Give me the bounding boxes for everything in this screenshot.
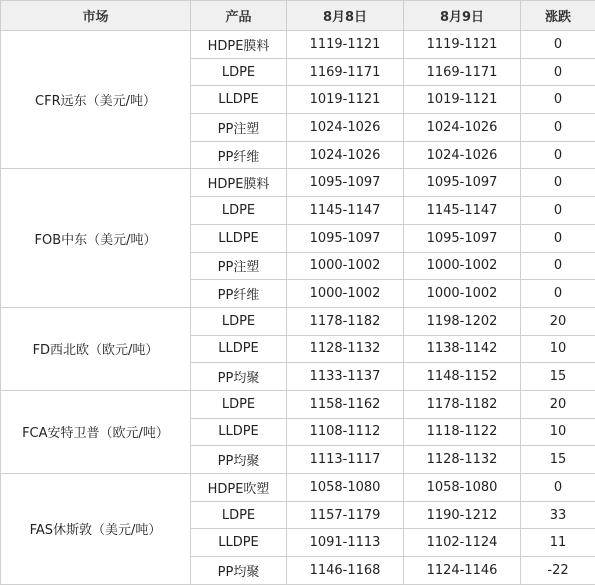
change-cell: 15 [521, 446, 595, 474]
aug9-price-cell: 1102-1124 [404, 529, 521, 557]
change-cell: 0 [521, 86, 595, 114]
header-product: 产品 [191, 1, 287, 31]
aug8-price-cell: 1158-1162 [287, 390, 404, 418]
change-cell: 0 [521, 114, 595, 142]
aug9-price-cell: 1000-1002 [404, 280, 521, 308]
product-cell: LDPE [191, 501, 287, 529]
table-row [1, 474, 595, 502]
aug9-price-cell: 1000-1002 [404, 252, 521, 280]
aug9-price-cell: 1138-1142 [404, 335, 521, 363]
change-cell: 15 [521, 363, 595, 391]
product-cell: LLDPE [191, 529, 287, 557]
aug9-price-cell: 1128-1132 [404, 446, 521, 474]
product-cell: LLDPE [191, 224, 287, 252]
aug9-price-cell: 1198-1202 [404, 307, 521, 335]
aug9-price-cell: 1024-1026 [404, 141, 521, 169]
table-header [1, 1, 595, 31]
aug8-price-cell: 1091-1113 [287, 529, 404, 557]
table-body [1, 31, 595, 585]
product-cell: HDPE吹塑 [191, 474, 287, 502]
change-cell: 0 [521, 280, 595, 308]
change-cell: 0 [521, 31, 595, 59]
product-cell: LDPE [191, 197, 287, 225]
change-cell: 10 [521, 418, 595, 446]
market-cell: FOB中东（美元/吨） [1, 169, 191, 307]
table-row [1, 31, 595, 59]
table-row [1, 390, 595, 418]
aug8-price-cell: 1157-1179 [287, 501, 404, 529]
change-cell: 0 [521, 141, 595, 169]
aug9-price-cell: 1169-1171 [404, 58, 521, 86]
aug9-price-cell: 1190-1212 [404, 501, 521, 529]
aug8-price-cell: 1000-1002 [287, 280, 404, 308]
change-cell: 0 [521, 474, 595, 502]
change-cell: 20 [521, 307, 595, 335]
aug8-price-cell: 1108-1112 [287, 418, 404, 446]
product-cell: PP均聚 [191, 446, 287, 474]
product-cell: LLDPE [191, 335, 287, 363]
aug8-price-cell: 1113-1117 [287, 446, 404, 474]
aug9-price-cell: 1178-1182 [404, 390, 521, 418]
change-cell: 0 [521, 197, 595, 225]
product-cell: PP纤维 [191, 141, 287, 169]
product-cell: LLDPE [191, 86, 287, 114]
aug8-price-cell: 1169-1171 [287, 58, 404, 86]
aug9-price-cell: 1024-1026 [404, 114, 521, 142]
product-cell: LDPE [191, 58, 287, 86]
header-row [1, 1, 595, 31]
market-cell: FD西北欧（欧元/吨） [1, 307, 191, 390]
market-cell: FCA安特卫普（欧元/吨） [1, 390, 191, 473]
aug8-price-cell: 1119-1121 [287, 31, 404, 59]
aug9-price-cell: 1119-1121 [404, 31, 521, 59]
aug9-price-cell: 1095-1097 [404, 224, 521, 252]
aug9-price-cell: 1058-1080 [404, 474, 521, 502]
product-cell: LLDPE [191, 418, 287, 446]
aug9-price-cell: 1019-1121 [404, 86, 521, 114]
aug9-price-cell: 1118-1122 [404, 418, 521, 446]
header-market: 市场 [1, 1, 191, 31]
market-cell: FAS休斯敦（美元/吨） [1, 474, 191, 585]
product-cell: PP注塑 [191, 252, 287, 280]
market-cell: CFR远东（美元/吨） [1, 31, 191, 169]
product-cell: HDPE膜料 [191, 31, 287, 59]
product-cell: PP均聚 [191, 363, 287, 391]
header-change: 涨跌 [521, 1, 595, 31]
aug8-price-cell: 1133-1137 [287, 363, 404, 391]
aug8-price-cell: 1095-1097 [287, 224, 404, 252]
aug9-price-cell: 1095-1097 [404, 169, 521, 197]
header-aug8: 8月8日 [287, 1, 404, 31]
table-row [1, 169, 595, 197]
aug8-price-cell: 1145-1147 [287, 197, 404, 225]
change-cell: 0 [521, 58, 595, 86]
change-cell: -22 [521, 557, 595, 585]
aug8-price-cell: 1128-1132 [287, 335, 404, 363]
change-cell: 0 [521, 252, 595, 280]
aug8-price-cell: 1024-1026 [287, 114, 404, 142]
change-cell: 11 [521, 529, 595, 557]
product-cell: LDPE [191, 307, 287, 335]
product-cell: HDPE膜料 [191, 169, 287, 197]
change-cell: 0 [521, 224, 595, 252]
aug9-price-cell: 1124-1146 [404, 557, 521, 585]
change-cell: 10 [521, 335, 595, 363]
aug9-price-cell: 1148-1152 [404, 363, 521, 391]
aug8-price-cell: 1095-1097 [287, 169, 404, 197]
change-cell: 33 [521, 501, 595, 529]
header-aug9: 8月9日 [404, 1, 521, 31]
aug8-price-cell: 1058-1080 [287, 474, 404, 502]
product-cell: LDPE [191, 390, 287, 418]
table-row [1, 307, 595, 335]
aug8-price-cell: 1019-1121 [287, 86, 404, 114]
aug8-price-cell: 1178-1182 [287, 307, 404, 335]
product-cell: PP均聚 [191, 557, 287, 585]
aug8-price-cell: 1024-1026 [287, 141, 404, 169]
aug8-price-cell: 1146-1168 [287, 557, 404, 585]
aug9-price-cell: 1145-1147 [404, 197, 521, 225]
product-cell: PP纤维 [191, 280, 287, 308]
change-cell: 20 [521, 390, 595, 418]
change-cell: 0 [521, 169, 595, 197]
product-cell: PP注塑 [191, 114, 287, 142]
aug8-price-cell: 1000-1002 [287, 252, 404, 280]
